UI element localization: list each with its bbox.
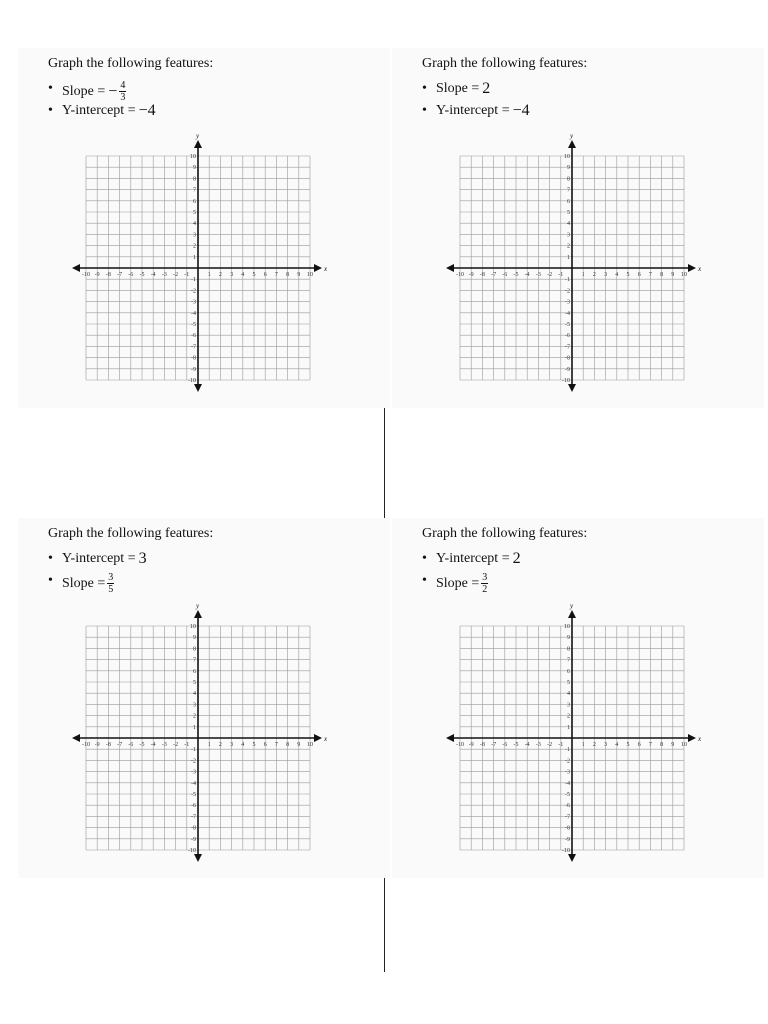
y-tick-label: 10: [564, 624, 570, 630]
y-tick-label: 5: [193, 210, 196, 216]
problem-prompt: Graph the following features:: [422, 56, 588, 71]
x-tick-label: 10: [307, 272, 313, 278]
x-tick-label: 1: [581, 272, 585, 278]
y-tick-label: 6: [567, 668, 570, 675]
y-tick-label: 8: [193, 646, 196, 653]
feature-label: • Slope =: [436, 81, 480, 96]
x-tick-label: 1: [581, 742, 585, 748]
feature-item-y-intercept: [422, 102, 530, 124]
x-tick-label: -9: [468, 272, 474, 278]
x-tick-label: 3: [604, 742, 608, 748]
slope-fraction: [119, 80, 126, 103]
x-tick-label: -7: [491, 742, 497, 748]
y-tick-label: -7: [191, 814, 196, 821]
feature-item-y-intercept: [422, 550, 521, 572]
feature-label: • Slope =: [62, 575, 106, 591]
y-tick-label: -7: [565, 344, 570, 351]
y-tick-label: 2: [567, 713, 570, 720]
x-tick-label: -1: [558, 742, 564, 748]
y-tick-label: -3: [191, 769, 196, 776]
y-tick-label: -1: [565, 277, 570, 284]
x-tick-label: -10: [82, 272, 90, 278]
y-tick-label: -7: [565, 814, 570, 821]
x-tick-label: 10: [681, 272, 687, 278]
coordinate-grid[interactable]: [392, 126, 764, 401]
x-tick-label: 8: [286, 272, 290, 278]
coordinate-grid[interactable]: [18, 126, 390, 401]
y-tick-label: 5: [567, 210, 570, 216]
x-tick-label: -9: [94, 742, 100, 748]
y-tick-label: -2: [191, 288, 196, 295]
x-axis-right-arrow: [688, 734, 696, 742]
y-tick-label: -2: [565, 758, 570, 765]
problem-4: [392, 518, 764, 878]
x-tick-label: 4: [615, 742, 619, 748]
x-axis-label: x: [324, 265, 328, 273]
y-axis-label: y: [196, 132, 200, 140]
x-tick-label: 10: [681, 742, 687, 748]
x-axis-right-arrow: [314, 734, 322, 742]
x-tick-label: 6: [263, 272, 267, 278]
x-tick-label: -2: [547, 272, 553, 278]
x-tick-label: 3: [230, 742, 234, 748]
x-tick-label: 1: [207, 742, 211, 748]
feature-label: • Slope =: [436, 575, 480, 591]
slope-fraction: [481, 572, 488, 595]
y-axis-label: y: [196, 602, 200, 610]
fraction-denominator: 3: [120, 92, 126, 103]
y-tick-label: -3: [565, 769, 570, 776]
y-tick-label: 2: [567, 243, 570, 250]
y-tick-label: -5: [565, 792, 570, 798]
feature-value: 2: [512, 550, 521, 567]
x-axis-right-arrow: [688, 264, 696, 272]
y-tick-label: -1: [191, 747, 196, 754]
y-tick-label: -10: [188, 378, 196, 384]
y-axis-up-arrow: [194, 140, 202, 148]
x-tick-label: -6: [502, 272, 508, 278]
y-tick-label: 9: [567, 165, 570, 172]
fraction-numerator: 3: [108, 572, 114, 583]
y-axis-up-arrow: [194, 610, 202, 618]
x-tick-label: -9: [94, 272, 100, 278]
y-tick-label: -10: [188, 848, 196, 854]
x-tick-label: -8: [105, 742, 111, 748]
slope-sign: −: [108, 82, 118, 100]
y-axis-down-arrow: [194, 384, 202, 392]
y-tick-label: 5: [567, 680, 570, 686]
x-tick-label: 7: [274, 272, 278, 278]
x-tick-label: -5: [139, 742, 145, 748]
problem-prompt: Graph the following features:: [422, 526, 588, 541]
x-tick-label: -1: [184, 272, 190, 278]
y-tick-label: 4: [193, 691, 196, 698]
fraction-denominator: 5: [108, 584, 114, 595]
y-tick-label: -6: [191, 333, 196, 340]
feature-list: [422, 550, 521, 594]
y-tick-label: 4: [567, 221, 570, 228]
grid-svg: [392, 126, 764, 396]
y-tick-label: -7: [191, 344, 196, 351]
y-tick-label: -3: [565, 299, 570, 306]
x-tick-label: 2: [218, 272, 222, 278]
y-tick-label: -6: [191, 803, 196, 810]
y-tick-label: 6: [193, 198, 196, 205]
y-tick-label: -5: [191, 322, 196, 328]
x-tick-label: -10: [456, 272, 464, 278]
x-tick-label: -6: [128, 742, 134, 748]
y-tick-label: -9: [565, 836, 570, 843]
y-axis-label: y: [570, 132, 574, 140]
x-tick-label: -4: [150, 272, 156, 278]
x-tick-label: 9: [671, 272, 675, 278]
problem-3: [18, 518, 390, 878]
x-axis-left-arrow: [72, 264, 80, 272]
x-tick-label: -1: [184, 742, 190, 748]
x-tick-label: -2: [173, 742, 179, 748]
y-tick-label: 6: [193, 668, 196, 675]
x-tick-label: -10: [456, 742, 464, 748]
y-tick-label: 4: [193, 221, 196, 228]
x-tick-label: -3: [161, 742, 167, 748]
x-tick-label: -5: [513, 742, 519, 748]
x-tick-label: -4: [524, 742, 530, 748]
x-tick-label: 4: [241, 272, 245, 278]
x-tick-label: 9: [297, 742, 301, 748]
x-tick-label: 7: [648, 742, 652, 748]
grid-svg: [392, 596, 764, 866]
y-tick-label: 10: [564, 154, 570, 160]
y-tick-label: -9: [191, 836, 196, 843]
problem-2: [392, 48, 764, 408]
y-tick-label: -10: [562, 848, 570, 854]
x-tick-label: 5: [252, 742, 256, 748]
x-tick-label: -8: [479, 272, 485, 278]
x-tick-label: 2: [592, 742, 596, 748]
y-axis-down-arrow: [194, 854, 202, 862]
x-tick-label: 7: [274, 742, 278, 748]
x-tick-label: 6: [263, 742, 267, 748]
y-tick-label: -10: [562, 378, 570, 384]
y-tick-label: -1: [565, 747, 570, 754]
y-tick-label: -1: [191, 277, 196, 284]
y-tick-label: 10: [190, 154, 196, 160]
x-tick-label: -10: [82, 742, 90, 748]
x-tick-label: 8: [660, 272, 664, 278]
y-tick-label: 7: [567, 187, 570, 194]
x-tick-label: 4: [241, 742, 245, 748]
y-tick-label: -4: [191, 310, 196, 317]
x-tick-label: -2: [547, 742, 553, 748]
y-tick-label: -6: [565, 803, 570, 810]
y-tick-label: -6: [565, 333, 570, 340]
y-tick-label: -3: [191, 299, 196, 306]
x-tick-label: -5: [513, 272, 519, 278]
y-tick-label: 9: [193, 635, 196, 642]
feature-value: −4: [512, 102, 530, 119]
feature-label: • Slope =: [62, 83, 106, 99]
y-tick-label: 4: [567, 691, 570, 698]
y-tick-label: 5: [193, 680, 196, 686]
grid-svg: [18, 126, 390, 396]
x-axis-label: x: [698, 735, 702, 743]
x-tick-label: -7: [491, 272, 497, 278]
fraction-numerator: 3: [482, 572, 488, 583]
y-tick-label: -2: [565, 288, 570, 295]
feature-label: • Y-intercept =: [436, 103, 510, 118]
x-tick-label: -4: [150, 742, 156, 748]
feature-item-slope: [48, 572, 147, 594]
fraction-denominator: 2: [482, 584, 488, 595]
x-axis-left-arrow: [446, 734, 454, 742]
y-tick-label: -8: [565, 355, 570, 362]
x-axis-label: x: [324, 735, 328, 743]
y-tick-label: 10: [190, 624, 196, 630]
y-axis-down-arrow: [568, 854, 576, 862]
x-tick-label: -7: [117, 742, 123, 748]
feature-item-y-intercept: [48, 102, 156, 124]
feature-list: [422, 80, 530, 124]
feature-label: • Y-intercept =: [62, 551, 136, 566]
x-tick-label: -7: [117, 272, 123, 278]
x-tick-label: 7: [648, 272, 652, 278]
problem-prompt: Graph the following features:: [48, 526, 214, 541]
feature-label: • Y-intercept =: [436, 551, 510, 566]
x-tick-label: 6: [637, 272, 641, 278]
coordinate-grid[interactable]: [18, 596, 390, 871]
y-tick-label: 6: [567, 198, 570, 205]
y-tick-label: 1: [567, 254, 570, 261]
feature-item-y-intercept: [48, 550, 147, 572]
x-axis-left-arrow: [72, 734, 80, 742]
y-tick-label: -8: [565, 825, 570, 832]
feature-item-slope: [422, 572, 521, 594]
x-tick-label: 3: [230, 272, 234, 278]
y-tick-label: -2: [191, 758, 196, 765]
y-tick-label: 3: [193, 232, 196, 239]
x-tick-label: 2: [592, 272, 596, 278]
y-axis-up-arrow: [568, 140, 576, 148]
x-tick-label: 8: [286, 742, 290, 748]
x-axis-left-arrow: [446, 264, 454, 272]
y-tick-label: 8: [567, 646, 570, 653]
fraction-numerator: 4: [120, 80, 126, 91]
x-tick-label: 1: [207, 272, 211, 278]
x-tick-label: -6: [128, 272, 134, 278]
y-tick-label: 7: [193, 187, 196, 194]
y-tick-label: -4: [191, 780, 196, 787]
x-tick-label: 5: [626, 742, 630, 748]
feature-item-slope: [422, 80, 530, 102]
x-tick-label: 2: [218, 742, 222, 748]
x-tick-label: 5: [252, 272, 256, 278]
grid-svg: [18, 596, 390, 866]
y-tick-label: 2: [193, 713, 196, 720]
y-tick-label: -5: [565, 322, 570, 328]
x-tick-label: -9: [468, 742, 474, 748]
feature-label: • Y-intercept =: [62, 103, 136, 118]
y-tick-label: 3: [567, 232, 570, 239]
x-tick-label: 10: [307, 742, 313, 748]
y-tick-label: 2: [193, 243, 196, 250]
y-tick-label: -5: [191, 792, 196, 798]
y-tick-label: 1: [193, 254, 196, 261]
x-tick-label: 3: [604, 272, 608, 278]
y-axis-up-arrow: [568, 610, 576, 618]
feature-value: −4: [138, 102, 156, 119]
x-axis-label: x: [698, 265, 702, 273]
feature-value: 2: [482, 80, 491, 97]
x-tick-label: -3: [535, 272, 541, 278]
y-tick-label: 8: [193, 176, 196, 183]
x-tick-label: -3: [161, 272, 167, 278]
x-tick-label: -2: [173, 272, 179, 278]
y-tick-label: 7: [567, 657, 570, 664]
slope-fraction: [107, 572, 114, 595]
y-tick-label: -8: [191, 355, 196, 362]
x-tick-label: -8: [105, 272, 111, 278]
x-tick-label: -1: [558, 272, 564, 278]
x-tick-label: 6: [637, 742, 641, 748]
x-tick-label: -6: [502, 742, 508, 748]
y-tick-label: -9: [191, 366, 196, 373]
problem-1: [18, 48, 390, 408]
x-tick-label: 9: [297, 272, 301, 278]
y-tick-label: 1: [193, 724, 196, 731]
x-tick-label: 8: [660, 742, 664, 748]
y-axis-label: y: [570, 602, 574, 610]
x-tick-label: -4: [524, 272, 530, 278]
y-tick-label: 7: [193, 657, 196, 664]
x-axis-right-arrow: [314, 264, 322, 272]
problem-prompt: Graph the following features:: [48, 56, 214, 71]
x-tick-label: 4: [615, 272, 619, 278]
x-tick-label: -8: [479, 742, 485, 748]
y-tick-label: 3: [193, 702, 196, 709]
x-tick-label: 9: [671, 742, 675, 748]
y-tick-label: 9: [193, 165, 196, 172]
feature-item-slope: [48, 80, 156, 102]
y-tick-label: -4: [565, 310, 570, 317]
x-tick-label: 5: [626, 272, 630, 278]
y-tick-label: -4: [565, 780, 570, 787]
feature-list: [48, 550, 147, 594]
x-tick-label: -3: [535, 742, 541, 748]
x-tick-label: -5: [139, 272, 145, 278]
y-tick-label: 8: [567, 176, 570, 183]
y-tick-label: 9: [567, 635, 570, 642]
y-axis-down-arrow: [568, 384, 576, 392]
y-tick-label: -8: [191, 825, 196, 832]
coordinate-grid[interactable]: [392, 596, 764, 871]
y-tick-label: -9: [565, 366, 570, 373]
feature-value: 3: [138, 550, 147, 567]
feature-list: [48, 80, 156, 124]
y-tick-label: 3: [567, 702, 570, 709]
y-tick-label: 1: [567, 724, 570, 731]
